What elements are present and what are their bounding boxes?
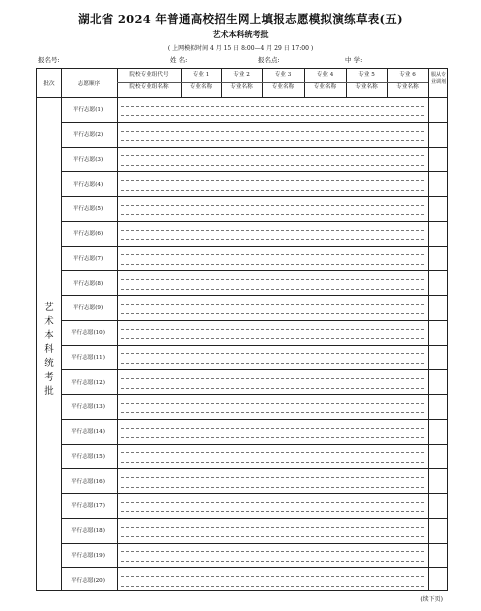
row-label: 平行志愿(8): [72, 280, 104, 287]
header-major-name-5: 专业名称: [355, 84, 378, 90]
row-label: 平行志愿(10): [71, 330, 105, 337]
header-major-6: 专业 6: [399, 72, 416, 78]
row-label: 平行志愿(2): [72, 132, 104, 139]
fill-in-line[interactable]: [121, 338, 424, 339]
fill-in-line[interactable]: [121, 561, 424, 562]
fill-in-line[interactable]: [121, 131, 424, 132]
exam-no-label: 报名号:: [38, 56, 60, 64]
header-major-name-6: 专业名称: [396, 84, 419, 90]
fill-in-line[interactable]: [121, 353, 424, 354]
fill-in-line[interactable]: [121, 378, 424, 379]
row-label: 平行志愿(11): [71, 354, 105, 361]
fill-in-line[interactable]: [121, 536, 424, 537]
row-label: 平行志愿(16): [71, 478, 105, 485]
continued-note: (续下页): [420, 596, 443, 603]
row-label: 平行志愿(1): [72, 107, 104, 114]
row-label: 平行志愿(12): [71, 379, 105, 386]
fill-in-line[interactable]: [121, 180, 424, 181]
fill-in-line[interactable]: [121, 452, 424, 453]
header-major-4: 专业 4: [316, 72, 334, 78]
fill-in-line[interactable]: [121, 576, 424, 577]
fill-in-line[interactable]: [121, 502, 424, 503]
row-label: 平行志愿(7): [72, 255, 104, 262]
fill-in-line[interactable]: [121, 165, 424, 166]
row-label: 平行志愿(13): [71, 404, 105, 411]
row-label: 平行志愿(18): [71, 528, 105, 535]
fill-in-line[interactable]: [121, 511, 424, 512]
row-label: 平行志愿(14): [71, 429, 105, 436]
fill-in-line[interactable]: [121, 487, 424, 488]
fill-in-line[interactable]: [121, 155, 424, 156]
fill-in-line[interactable]: [121, 115, 424, 116]
fill-in-line[interactable]: [121, 239, 424, 240]
row-label: 平行志愿(3): [72, 156, 104, 163]
header-major-name-2: 专业名称: [230, 84, 253, 90]
fill-in-line[interactable]: [121, 264, 424, 265]
fill-in-line[interactable]: [121, 388, 424, 389]
fill-in-line[interactable]: [121, 363, 424, 364]
header-major-5: 专业 5: [358, 72, 375, 78]
fill-in-line[interactable]: [121, 279, 424, 280]
row-label: 平行志愿(9): [72, 305, 104, 312]
fill-in-line[interactable]: [121, 462, 424, 463]
site-label: 报名点:: [258, 56, 280, 64]
fill-in-line[interactable]: [121, 551, 424, 552]
name-label: 姓 名:: [170, 56, 188, 64]
row-label: 平行志愿(20): [71, 577, 105, 584]
row-label: 平行志愿(17): [71, 503, 105, 510]
fill-in-line[interactable]: [121, 254, 424, 255]
header-major-2: 专业 2: [233, 72, 250, 78]
header-major-name-1: 专业名称: [189, 84, 213, 90]
header-major-3: 专业 3: [274, 72, 292, 78]
row-label: 平行志愿(6): [72, 231, 104, 238]
header-major-name-3: 专业名称: [271, 84, 295, 90]
header-major-1: 专业 1: [192, 72, 210, 78]
fill-in-line[interactable]: [121, 428, 424, 429]
fill-in-line[interactable]: [121, 289, 424, 290]
fill-in-line[interactable]: [121, 304, 424, 305]
application-form-table: [36, 68, 448, 591]
batch-name: 艺 术 本 科 统 考 批: [44, 302, 54, 397]
fill-in-line[interactable]: [121, 190, 424, 191]
header-group-code: 院校专业组代号: [129, 72, 169, 78]
row-label: 平行志愿(5): [72, 206, 104, 213]
header-group-name: 院校专业组名称: [129, 84, 169, 90]
page-title: 湖北省 2024 年普通高校招生网上填报志愿模拟演练草表(五): [78, 12, 403, 26]
fill-in-line[interactable]: [121, 412, 424, 413]
fill-in-line[interactable]: [121, 230, 424, 231]
row-label: 平行志愿(4): [72, 181, 104, 188]
fill-in-line[interactable]: [121, 586, 424, 587]
fill-in-line[interactable]: [121, 140, 424, 141]
fill-in-line[interactable]: [121, 214, 424, 215]
fill-in-line[interactable]: [121, 329, 424, 330]
header-obey-adjustment: 服从专业调剂: [430, 72, 446, 85]
fill-in-line[interactable]: [121, 437, 424, 438]
header-batch: 批次: [43, 81, 55, 87]
fill-in-line[interactable]: [121, 403, 424, 404]
row-label: 平行志愿(15): [71, 453, 105, 460]
fill-in-line[interactable]: [121, 106, 424, 107]
fill-in-line[interactable]: [121, 527, 424, 528]
fill-in-line[interactable]: [121, 313, 424, 314]
row-label: 平行志愿(19): [71, 552, 105, 559]
fill-in-line[interactable]: [121, 205, 424, 206]
simulation-period: ( 上网模拟时间 4 月 15 日 8:00—4 月 29 日 17:00 ): [167, 45, 314, 52]
batch-subtitle: 艺术本科统考批: [212, 29, 269, 39]
header-major-name-4: 专业名称: [313, 84, 337, 90]
header-order: 志愿顺序: [77, 81, 101, 87]
fill-in-line[interactable]: [121, 477, 424, 478]
school-label: 中 学:: [345, 56, 363, 64]
